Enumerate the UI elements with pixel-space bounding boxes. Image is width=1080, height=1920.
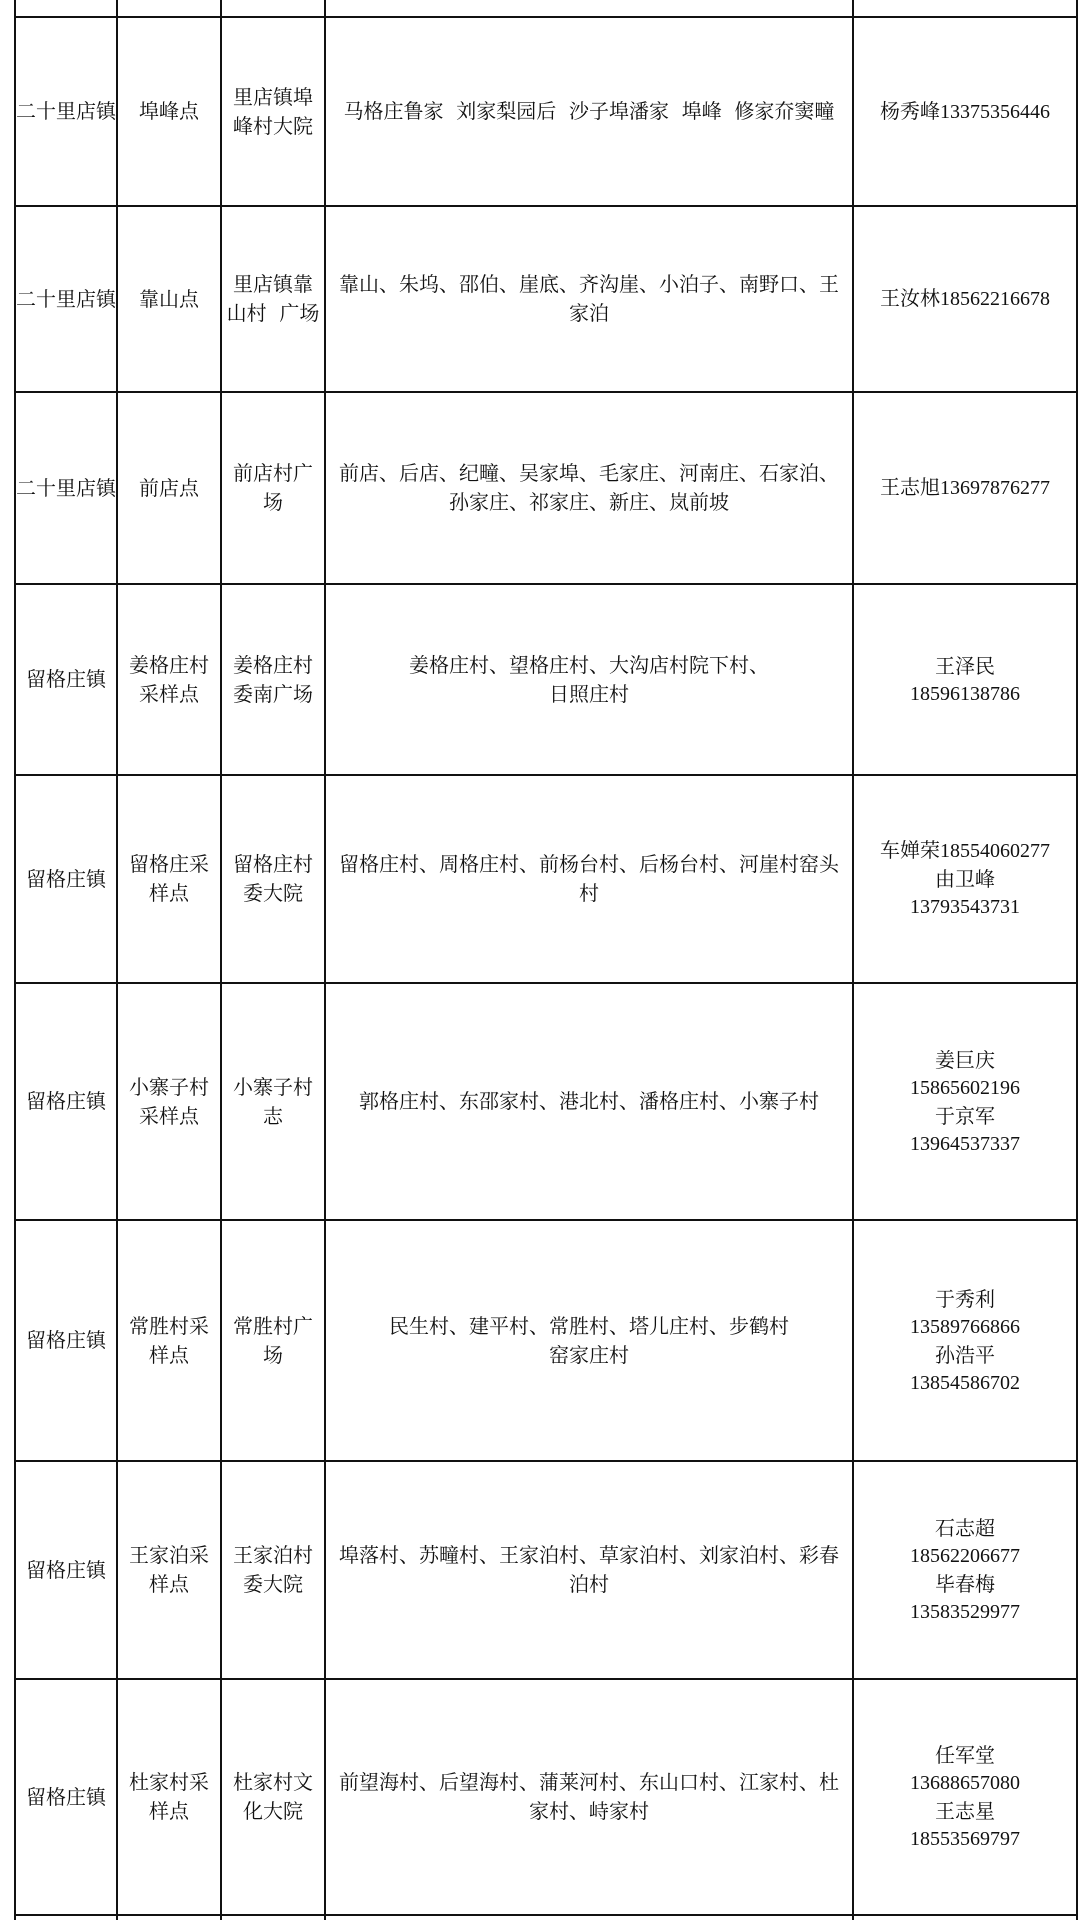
contact-cell: 于秀利 13589766866 孙浩平 13854586702 <box>910 1286 1020 1394</box>
table-row <box>0 776 1080 982</box>
contact-cell: 石志超 18562206677 毕春梅 13583529977 <box>910 1516 1020 1623</box>
villages-cell: 前店、后店、纪疃、吴家埠、毛家庄、河南庄、石家泊、 孙家庄、祁家庄、新庄、岚前坡 <box>339 461 839 514</box>
town-cell: 留格庄镇 <box>26 1089 106 1113</box>
contact-cell: 王汝林18562216678 <box>880 288 1050 310</box>
villages-cell: 郭格庄村、东邵家村、港北村、潘格庄村、小寨子村 <box>359 1089 819 1113</box>
town-cell: 留格庄镇 <box>26 1784 106 1809</box>
villages-cell: 埠落村、苏疃村、王家泊村、草家泊村、刘家泊村、彩春 泊村 <box>339 1543 839 1596</box>
contact-cell: 任军堂 13688657080 王志星 18553569797 <box>910 1743 1020 1850</box>
contact-cell: 杨秀峰13375356446 <box>880 100 1050 123</box>
sampling-point-cell: 姜格庄村 采样点 <box>129 652 209 706</box>
sampling-point-cell: 前店点 <box>139 475 199 500</box>
sampling-point-cell: 杜家村采 样点 <box>129 1770 209 1823</box>
address-cell: 杜家村文 化大院 <box>233 1770 313 1823</box>
sampling-point-cell: 小寨子村 采样点 <box>129 1074 209 1128</box>
sampling-point-cell: 靠山点 <box>139 286 199 311</box>
villages-cell: 前望海村、后望海村、蒲莱河村、东山口村、江家村、杜 家村、峙家村 <box>339 1770 839 1823</box>
address-cell: 留格庄村 委大院 <box>233 852 313 905</box>
table-row <box>0 18 1080 205</box>
villages-cell: 姜格庄村、望格庄村、大沟店村院下村、 日照庄村 <box>409 652 769 706</box>
contact-cell: 王志旭13697876277 <box>880 477 1050 499</box>
villages-cell: 民生村、建平村、常胜村、塔儿庄村、步鹤村 窑家庄村 <box>389 1313 789 1367</box>
table-row <box>0 1221 1080 1460</box>
sampling-point-cell: 王家泊采 样点 <box>129 1543 209 1596</box>
address-cell: 王家泊村 委大院 <box>233 1543 313 1596</box>
table-row <box>0 1680 1080 1914</box>
sampling-point-cell: 留格庄采 样点 <box>129 852 209 905</box>
address-cell: 姜格庄村 委南广场 <box>233 652 313 706</box>
contact-cell: 王泽民 18596138786 <box>910 653 1020 705</box>
address-cell: 小寨子村 志 <box>233 1074 313 1128</box>
villages-cell: 马格庄鲁家 刘家梨园后 沙子埠潘家 埠峰 修家夼窦疃 <box>343 99 835 123</box>
table-row <box>0 984 1080 1219</box>
sampling-point-cell: 埠峰点 <box>139 99 199 123</box>
town-cell: 留格庄镇 <box>26 1328 106 1352</box>
table-row <box>0 393 1080 583</box>
address-cell: 里店镇埠 峰村大院 <box>233 84 313 138</box>
villages-cell: 留格庄村、周格庄村、前杨台村、后杨台村、河崖村窑头 村 <box>339 852 839 905</box>
table-row <box>0 207 1080 391</box>
table-row <box>0 585 1080 774</box>
town-cell: 二十里店镇 <box>16 99 116 123</box>
villages-cell: 靠山、朱坞、邵伯、崖底、齐沟崖、小泊子、南野口、王 家泊 <box>339 272 839 325</box>
town-cell: 二十里店镇 <box>16 475 116 500</box>
address-cell: 里店镇靠 山村 广场 <box>226 272 320 325</box>
table-row <box>0 1462 1080 1678</box>
contact-cell: 车婵荣18554060277 由卫峰 13793543731 <box>880 840 1050 918</box>
town-cell: 留格庄镇 <box>26 866 106 891</box>
address-cell: 常胜村广 场 <box>233 1313 313 1367</box>
row-divider <box>14 1914 1077 1916</box>
town-cell: 留格庄镇 <box>26 667 106 691</box>
town-cell: 留格庄镇 <box>26 1557 106 1582</box>
address-cell: 前店村广 场 <box>233 461 313 514</box>
sampling-point-cell: 常胜村采 样点 <box>129 1313 209 1367</box>
town-cell: 二十里店镇 <box>16 286 116 311</box>
contact-cell: 姜巨庆 15865602196 于京军 13964537337 <box>910 1047 1020 1155</box>
